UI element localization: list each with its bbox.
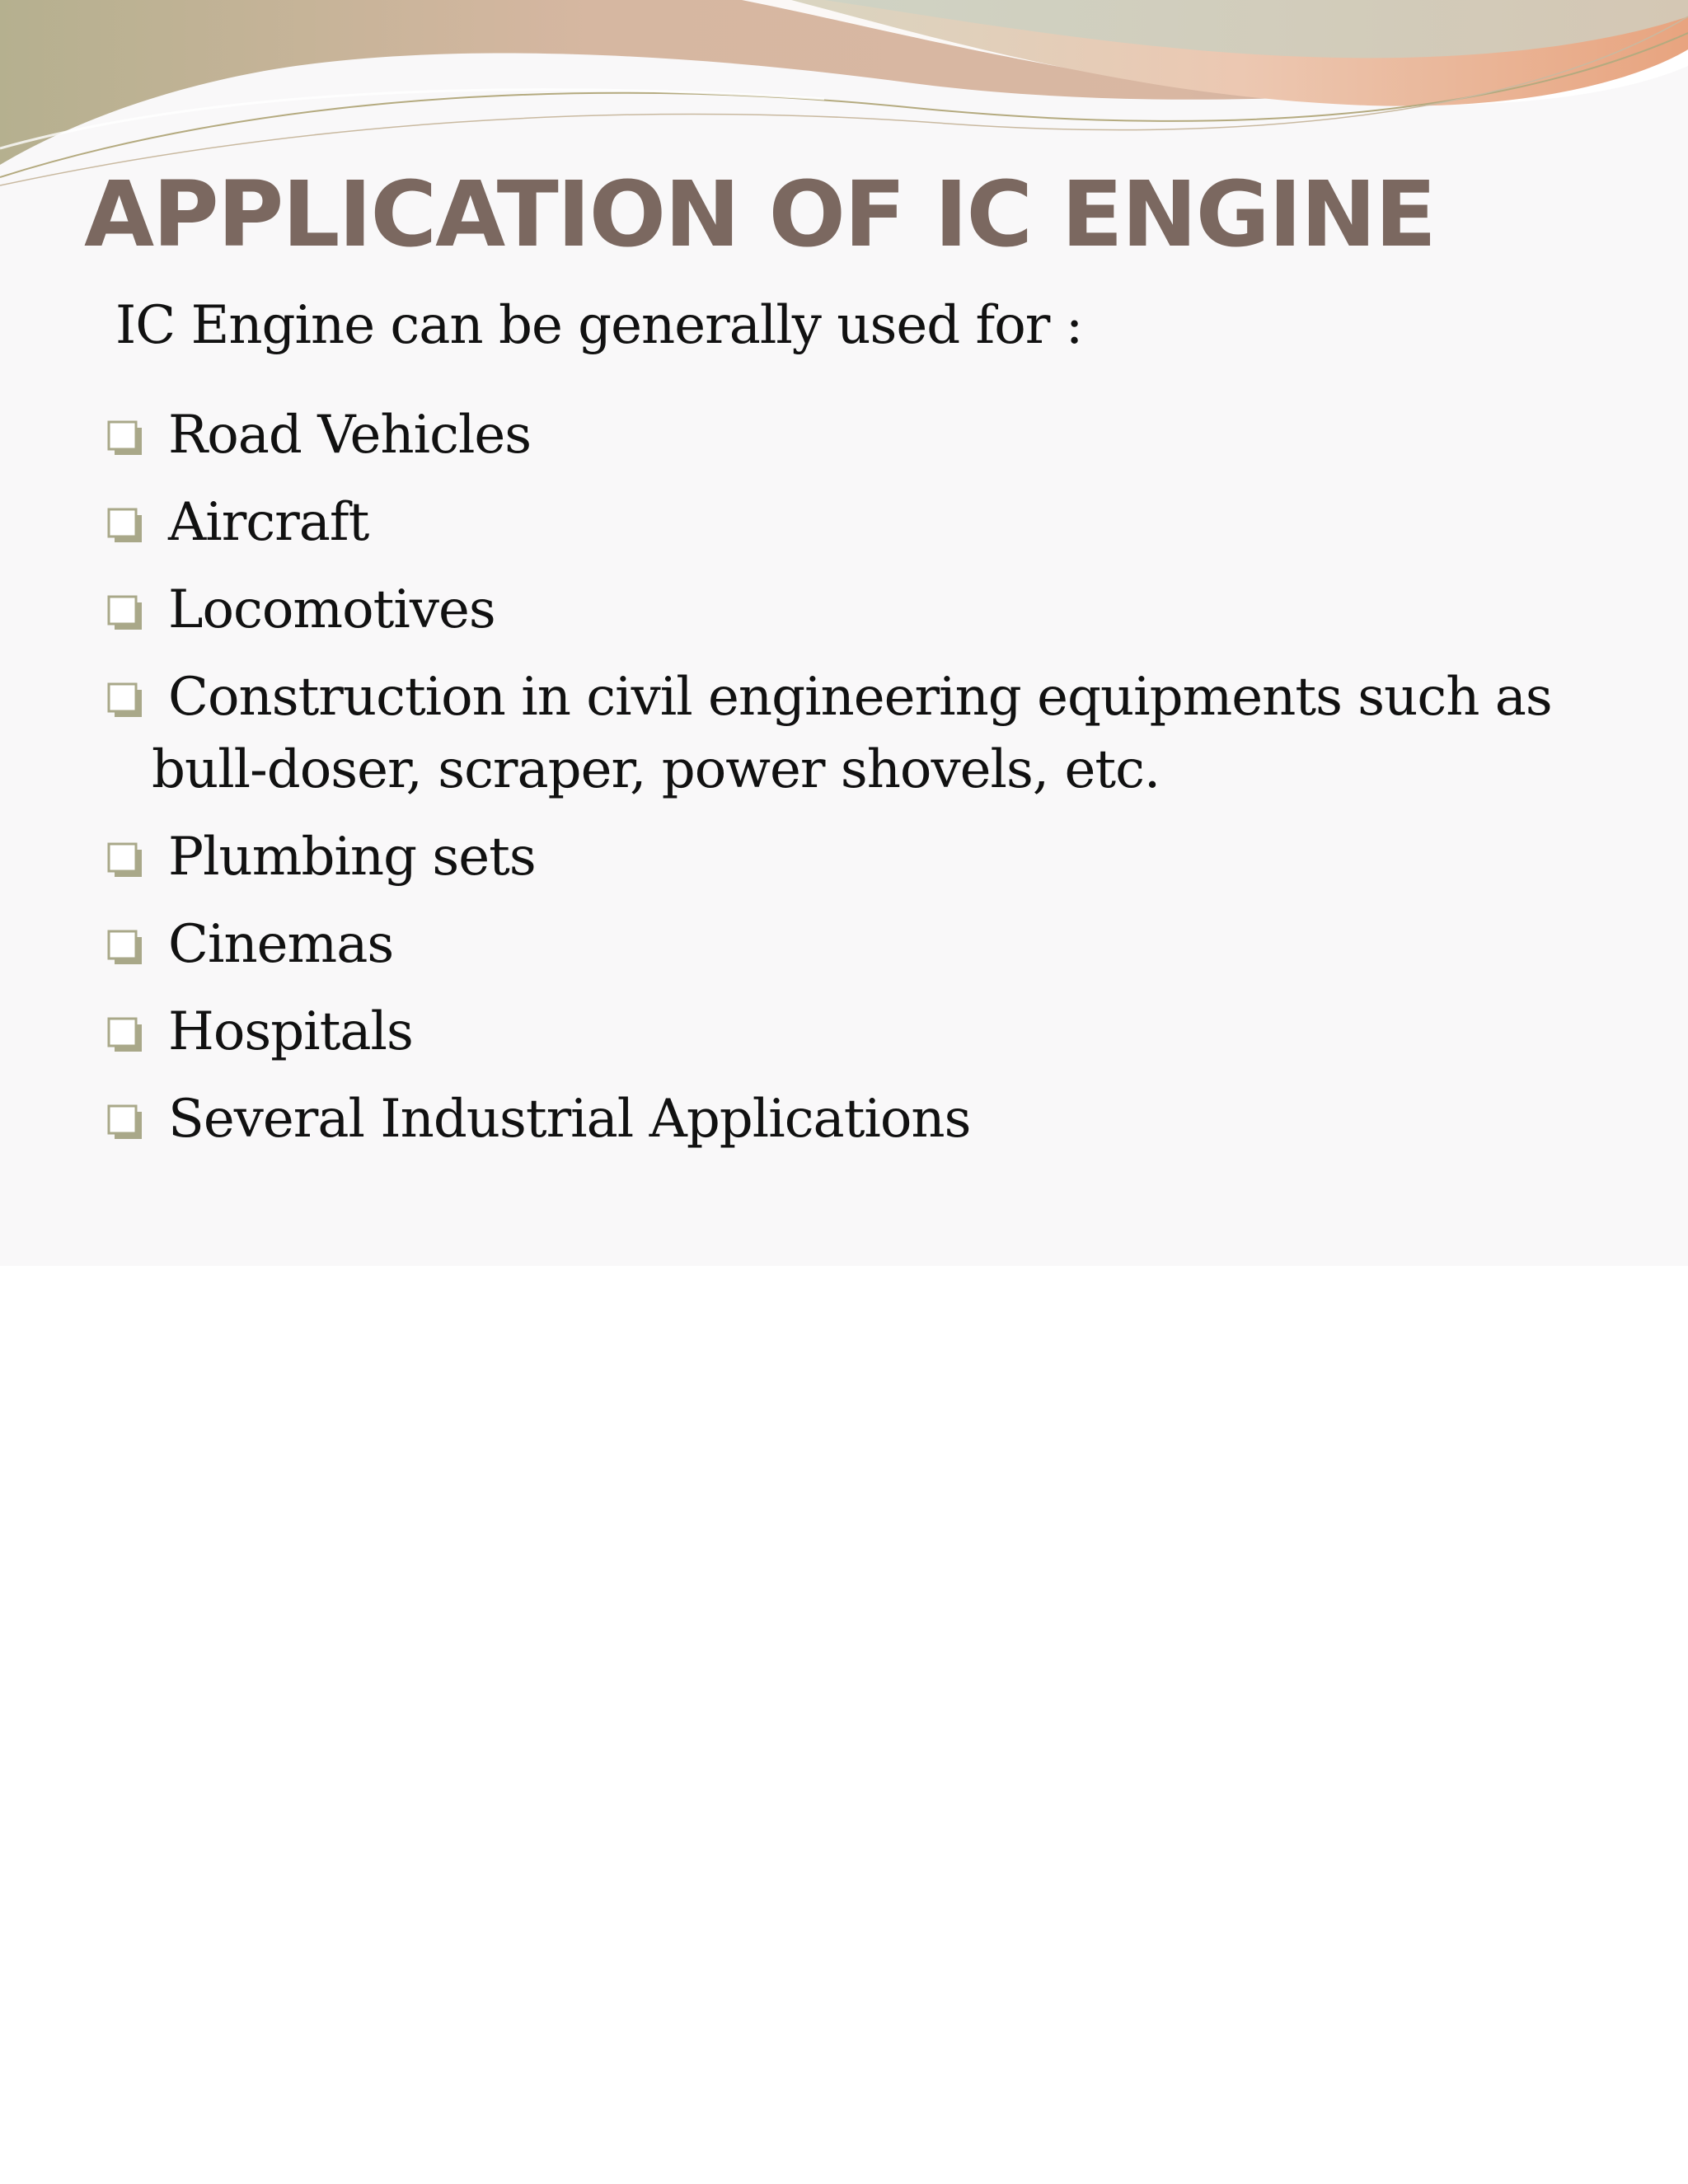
list-item-text: Road Vehicles xyxy=(168,405,532,466)
list-item-text: Cinemas xyxy=(168,914,394,975)
checkbox-square-icon xyxy=(107,1017,143,1053)
checkbox-square-icon xyxy=(107,508,143,544)
list-item xyxy=(104,486,1620,559)
list-item-text: Hospitals xyxy=(168,1001,413,1062)
intro-text: IC Engine can be generally used for : xyxy=(115,295,1083,356)
list-item-text: Aircraft xyxy=(168,492,369,553)
list-item xyxy=(104,1083,1620,1155)
list-item-text: Plumbing sets xyxy=(168,827,536,888)
checkbox-square-icon xyxy=(107,842,143,879)
list-item-text-continued: bull-doser, scraper, power shovels, etc. xyxy=(152,739,1160,800)
slide-title: APPLICATION OF IC ENGINE xyxy=(84,162,1436,267)
application-list xyxy=(104,399,1620,1170)
list-item xyxy=(104,908,1620,981)
checkbox-square-icon xyxy=(107,1104,143,1141)
list-item xyxy=(104,996,1620,1068)
checkbox-square-icon xyxy=(107,682,143,719)
list-item-text: Locomotives xyxy=(168,579,495,640)
checkbox-square-icon xyxy=(107,420,143,457)
list-item xyxy=(104,574,1620,646)
list-item xyxy=(104,399,1620,471)
checkbox-square-icon xyxy=(107,595,143,631)
list-item xyxy=(104,661,1620,806)
checkbox-square-icon xyxy=(107,930,143,966)
list-item-text: Construction in civil engineering equipments such as xyxy=(168,667,1552,728)
list-item xyxy=(104,821,1620,893)
list-item-text: Several Industrial Applications xyxy=(168,1089,971,1150)
